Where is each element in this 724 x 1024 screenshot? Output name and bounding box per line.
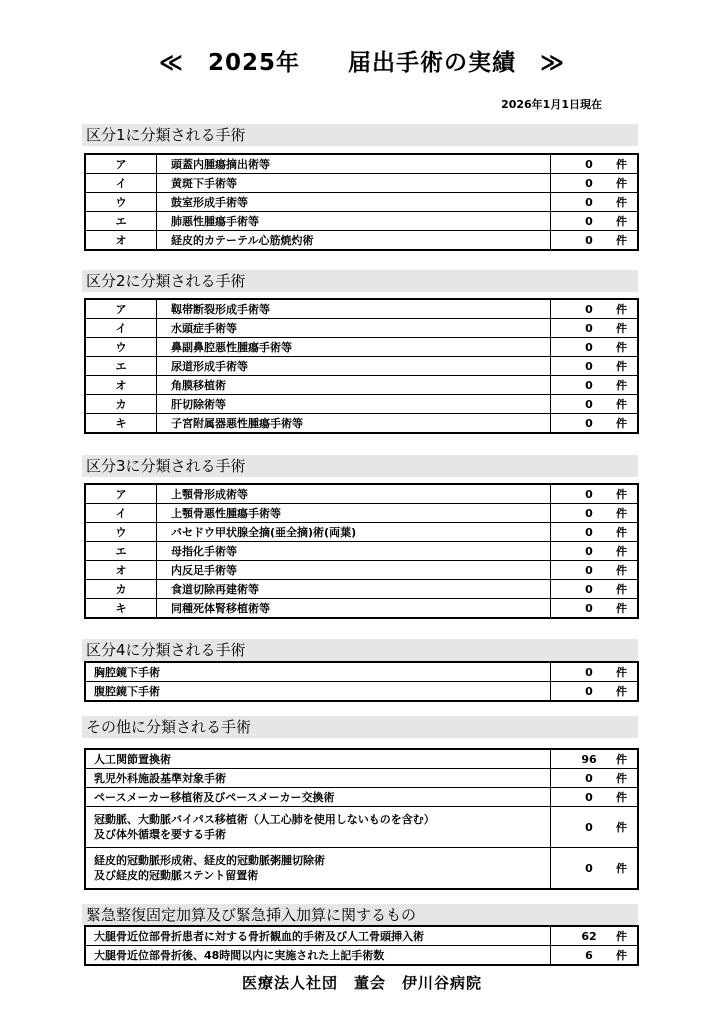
count-value: 0	[585, 157, 593, 171]
section-heading-6: 緊急整復固定加算及び緊急挿入加算に関するもの	[82, 904, 638, 926]
count-unit: 件	[616, 602, 627, 615]
row-count	[551, 212, 639, 231]
count-unit: 件	[616, 234, 627, 247]
row-name: 経皮的カテーテル心筋焼灼術	[157, 231, 551, 251]
row-name: 子宮附属器悪性腫瘍手術等	[157, 414, 551, 434]
count-unit: 件	[616, 158, 627, 171]
row-count	[551, 926, 639, 946]
count-unit: 件	[616, 564, 627, 577]
row-code: ウ	[85, 523, 157, 542]
row-name: 尿道形成手術等	[157, 357, 551, 376]
table-row	[85, 174, 638, 193]
row-code: ウ	[85, 193, 157, 212]
count-value: 6	[585, 948, 593, 962]
row-code: カ	[85, 580, 157, 599]
section-heading-4: 区分4に分類される手術	[82, 639, 638, 661]
row-name	[85, 807, 551, 848]
count-unit: 件	[616, 398, 627, 411]
count-value: 0	[585, 302, 593, 316]
row-name: 人工関節置換術	[85, 749, 551, 769]
row-name-line-1: 経皮的冠動脈形成術、経皮的冠動脈粥腫切除術	[94, 854, 325, 867]
row-code: オ	[85, 561, 157, 580]
count-unit: 件	[616, 949, 627, 962]
row-name-line-2: 及び経皮的冠動脈ステント留置術	[94, 869, 259, 882]
row-count	[551, 682, 639, 702]
row-count	[551, 769, 639, 788]
row-count	[551, 193, 639, 212]
table-row	[85, 154, 638, 174]
table-row	[85, 504, 638, 523]
count-unit: 件	[616, 488, 627, 501]
row-count	[551, 946, 639, 966]
table-row	[85, 523, 638, 542]
count-value: 0	[585, 340, 593, 354]
count-unit: 件	[616, 583, 627, 596]
row-count	[551, 299, 639, 319]
row-count	[551, 174, 639, 193]
row-code: キ	[85, 599, 157, 619]
row-name: 上顎骨悪性腫瘍手術等	[157, 504, 551, 523]
table-row	[85, 946, 638, 966]
count-value: 0	[585, 771, 593, 785]
row-name-line-1: 冠動脈、大動脈バイパス移植術（人工心肺を使用しないものを含む）	[94, 813, 435, 826]
row-count	[551, 542, 639, 561]
row-code: ウ	[85, 338, 157, 357]
row-code: カ	[85, 395, 157, 414]
row-count	[551, 319, 639, 338]
count-unit: 件	[616, 862, 627, 875]
count-value: 0	[585, 506, 593, 520]
row-count	[551, 484, 639, 504]
row-count	[551, 231, 639, 251]
row-name: 母指化手術等	[157, 542, 551, 561]
count-unit: 件	[616, 821, 627, 834]
row-count	[551, 662, 639, 682]
count-value: 0	[585, 378, 593, 392]
row-name: 鼻副鼻腔悪性腫瘍手術等	[157, 338, 551, 357]
row-name: 食道切除再建術等	[157, 580, 551, 599]
section-table-4	[84, 661, 639, 702]
row-count	[551, 504, 639, 523]
count-unit: 件	[616, 379, 627, 392]
table-row	[85, 807, 638, 848]
count-unit: 件	[616, 772, 627, 785]
row-code: エ	[85, 357, 157, 376]
row-code: キ	[85, 414, 157, 434]
count-unit: 件	[616, 507, 627, 520]
table-row	[85, 376, 638, 395]
count-unit: 件	[616, 322, 627, 335]
section-heading-3: 区分3に分類される手術	[82, 455, 638, 477]
row-count	[551, 807, 639, 848]
row-code: エ	[85, 212, 157, 231]
row-code: イ	[85, 504, 157, 523]
count-unit: 件	[616, 341, 627, 354]
row-count	[551, 599, 639, 619]
table-row	[85, 848, 638, 890]
count-value: 0	[585, 321, 593, 335]
row-count	[551, 788, 639, 807]
row-name: 大腿骨近位部骨折後、48時間以内に実施された上記手術数	[85, 946, 551, 966]
row-name: 大腿骨近位部骨折患者に対する骨折観血的手術及び人工骨頭挿入術	[85, 926, 551, 946]
section-table-5	[84, 748, 639, 890]
count-value: 0	[585, 233, 593, 247]
count-value: 0	[585, 563, 593, 577]
count-value: 0	[585, 861, 593, 875]
row-count	[551, 848, 639, 890]
row-code: エ	[85, 542, 157, 561]
table-row	[85, 788, 638, 807]
row-code: オ	[85, 231, 157, 251]
count-value: 0	[585, 214, 593, 228]
row-name: 鼓室形成手術等	[157, 193, 551, 212]
row-count	[551, 338, 639, 357]
table-row	[85, 395, 638, 414]
row-count	[551, 376, 639, 395]
count-value: 0	[585, 684, 593, 698]
count-value: 0	[585, 582, 593, 596]
row-name: ペースメーカー移植術及びペースメーカー交換術	[85, 788, 551, 807]
count-unit: 件	[616, 196, 627, 209]
count-unit: 件	[616, 753, 627, 766]
table-row	[85, 484, 638, 504]
row-name: 乳児外科施設基準対象手術	[85, 769, 551, 788]
count-unit: 件	[616, 545, 627, 558]
table-row	[85, 357, 638, 376]
count-value: 0	[585, 416, 593, 430]
count-unit: 件	[616, 303, 627, 316]
table-row	[85, 926, 638, 946]
row-name-line-2: 及び体外循環を要する手術	[94, 828, 226, 841]
section-table-6	[84, 925, 639, 966]
table-row	[85, 212, 638, 231]
row-name: 胸腔鏡下手術	[85, 662, 551, 682]
row-name: 同種死体腎移植術等	[157, 599, 551, 619]
table-row	[85, 193, 638, 212]
section-table-2	[84, 298, 639, 434]
count-value: 0	[585, 820, 593, 834]
page-title: ≪ 2025年 届出手術の実績 ≫	[158, 50, 566, 76]
section-table-1	[84, 153, 639, 251]
table-row	[85, 561, 638, 580]
row-count	[551, 154, 639, 174]
table-row	[85, 580, 638, 599]
row-count	[551, 749, 639, 769]
row-count	[551, 357, 639, 376]
row-name: 黄斑下手術等	[157, 174, 551, 193]
count-value: 62	[581, 929, 597, 943]
row-count	[551, 523, 639, 542]
as-of-date: 2026年1月1日現在	[501, 98, 602, 111]
row-code: オ	[85, 376, 157, 395]
row-name: 角膜移植術	[157, 376, 551, 395]
table-row	[85, 542, 638, 561]
count-value: 0	[585, 665, 593, 679]
table-row	[85, 682, 638, 702]
count-value: 0	[585, 176, 593, 190]
row-count	[551, 561, 639, 580]
row-name: 内反足手術等	[157, 561, 551, 580]
row-name: 頭蓋内腫瘍摘出術等	[157, 154, 551, 174]
section-heading-5: その他に分類される手術	[82, 716, 638, 738]
count-unit: 件	[616, 666, 627, 679]
row-name: 肺悪性腫瘍手術等	[157, 212, 551, 231]
row-code: ア	[85, 154, 157, 174]
table-row	[85, 338, 638, 357]
count-value: 0	[585, 601, 593, 615]
count-value: 0	[585, 487, 593, 501]
row-name	[85, 848, 551, 890]
row-count	[551, 580, 639, 599]
hospital-name: 医療法人社団 董会 伊川谷病院	[241, 974, 482, 992]
count-unit: 件	[616, 177, 627, 190]
count-unit: 件	[616, 930, 627, 943]
count-value: 0	[585, 790, 593, 804]
row-name: 上顎骨形成術等	[157, 484, 551, 504]
row-code: イ	[85, 319, 157, 338]
table-row	[85, 749, 638, 769]
section-table-3	[84, 483, 639, 619]
table-row	[85, 662, 638, 682]
table-row	[85, 299, 638, 319]
count-value: 0	[585, 397, 593, 411]
row-name: バセドウ甲状腺全摘(亜全摘)術(両葉)	[157, 523, 551, 542]
count-unit: 件	[616, 417, 627, 430]
section-heading-1: 区分1に分類される手術	[82, 124, 638, 146]
count-value: 0	[585, 195, 593, 209]
count-value: 0	[585, 544, 593, 558]
row-code: ア	[85, 299, 157, 319]
count-value: 0	[585, 359, 593, 373]
row-count	[551, 395, 639, 414]
row-code: ア	[85, 484, 157, 504]
section-heading-2: 区分2に分類される手術	[82, 270, 638, 292]
row-name: 靱帯断裂形成手術等	[157, 299, 551, 319]
row-code: イ	[85, 174, 157, 193]
count-unit: 件	[616, 526, 627, 539]
count-unit: 件	[616, 360, 627, 373]
row-name: 肝切除術等	[157, 395, 551, 414]
count-unit: 件	[616, 791, 627, 804]
row-name: 腹腔鏡下手術	[85, 682, 551, 702]
table-row	[85, 319, 638, 338]
table-row	[85, 231, 638, 251]
table-row	[85, 769, 638, 788]
table-row	[85, 599, 638, 619]
table-row	[85, 414, 638, 434]
count-unit: 件	[616, 215, 627, 228]
count-value: 96	[581, 752, 597, 766]
count-value: 0	[585, 525, 593, 539]
row-count	[551, 414, 639, 434]
count-unit: 件	[616, 685, 627, 698]
row-name: 水頭症手術等	[157, 319, 551, 338]
